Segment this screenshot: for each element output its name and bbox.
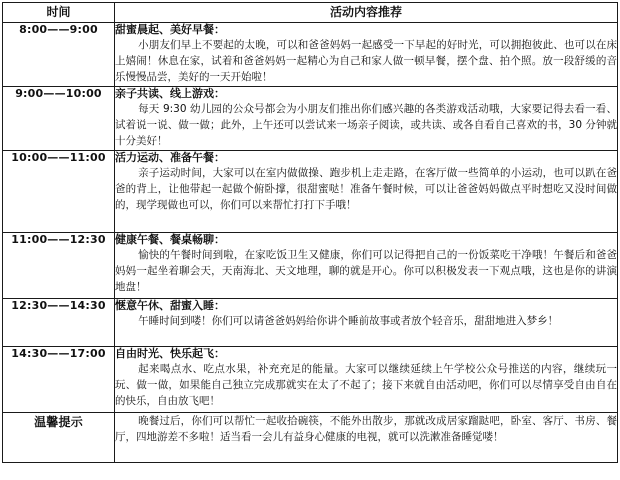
activity-description: 小朋友们早上不要起的太晚，可以和爸爸妈妈一起感受一下早起的好时光，可以拥抱彼此、也可以在床上嬉闹！休息在家，试着和爸爸妈妈一起精心为自己和家人做一顿早餐，摆个盘、拍个照。放一段舒缓的音乐慢慢品尝，美好的一天开始啦！ [115,39,617,83]
activity-cell [115,347,618,413]
activity-cell [115,233,618,299]
table-row [3,347,618,413]
table-row [3,87,618,151]
activity-cell [115,87,618,151]
activity-title: 自由时光、快乐起飞： [115,347,225,360]
time-slot: 10:00——11:00 [3,151,115,233]
activity-description: 愉快的午餐时间到啦，在家吃饭卫生又健康，你们可以记得把自己的一份饭菜吃干净哦！午餐后和爸爸妈妈一起坐着聊会天，天南海北、天文地理，聊的就是开心。你可以积极发表一下观点哦，这也是你的讲演地盘！ [115,249,617,293]
time-slot: 14:30——17:00 [3,347,115,413]
content-column-header: 活动内容推荐 [115,3,618,23]
table-row [3,299,618,347]
activity-cell [115,299,618,347]
schedule-table-wrapper [2,2,618,463]
activity-description: 午睡时间到喽！你们可以请爸爸妈妈给你讲个睡前故事或者放个轻音乐，甜甜地进入梦乡！ [138,315,559,327]
activity-title: 甜蜜晨起、美好早餐： [115,23,225,36]
activity-title: 健康午餐、餐桌畅聊： [115,233,225,246]
table-row [3,413,618,463]
activity-cell [115,151,618,233]
time-slot: 11:00——12:30 [3,233,115,299]
schedule-table [2,2,618,463]
activity-description: 起来喝点水、吃点水果，补充充足的能量。大家可以继续延续上午学校公众号推送的内容，继续玩一玩、做一做，如果能自己独立完成那就实在太了不起了；接下来就自由活动吧，你们可以尽情享受自由自在的快乐，自由放飞吧！ [115,363,617,407]
activity-cell [115,23,618,87]
activity-title: 亲子共读、线上游戏： [115,87,225,100]
tips-description: 晚餐过后，你们可以帮忙一起收拾碗筷，不能外出散步，那就改成居家蹓跶吧，卧室、客厅、书房、餐厅，四地游差不多啦！适当看一会儿有益身心健康的电视，就可以洗漱准备睡觉喽！ [115,415,617,443]
time-column-header: 时间 [3,3,115,23]
activity-title: 活力运动、准备午餐： [115,151,225,164]
activity-title: 惬意午休、甜蜜入睡： [115,299,225,312]
activity-description: 亲子运动时间，大家可以在室内做做操、跑步机上走走路，在客厅做一些简单的小运动，也可以趴在爸爸的背上，让他带起一起做个俯卧撑，很甜蜜哒！准备午餐时候，可以让爸爸妈妈做点平时想吃又没时间做的，现学现做也可以，你们可以来帮忙打打下手哦！ [115,167,617,211]
time-slot: 9:00——10:00 [3,87,115,151]
time-slot: 12:30——14:30 [3,299,115,347]
table-row [3,23,618,87]
activity-description: 每天 9:30 幼儿园的公众号都会为小朋友们推出你们感兴趣的各类游戏活动哦，大家要记得去看一看、试着说一说、做一做；此外，上午还可以尝试来一场亲子阅读，或共读、或各自看自己喜欢的书，30 分钟就十分美好！ [115,103,617,147]
table-header-row [3,3,618,23]
activity-cell [115,413,618,463]
time-slot: 8:00——9:00 [3,23,115,87]
table-row [3,151,618,233]
tips-label: 温馨提示 [3,413,115,463]
table-row [3,233,618,299]
